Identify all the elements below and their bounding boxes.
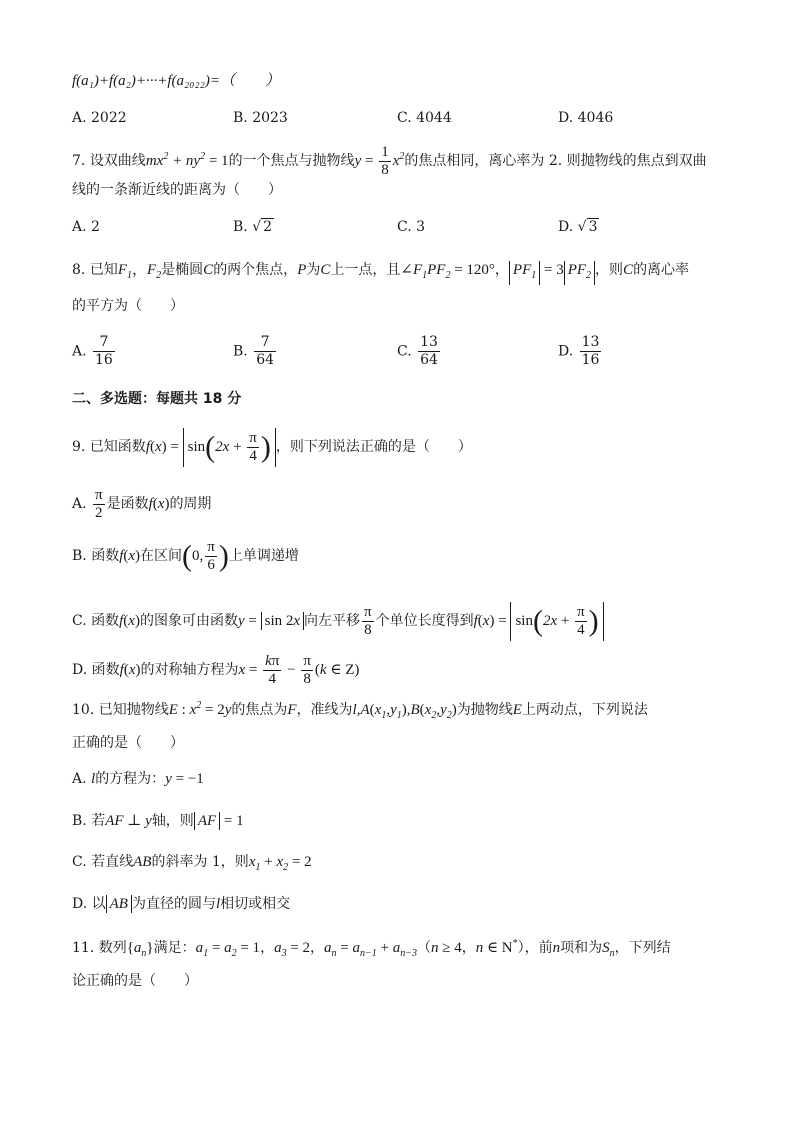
q8-option-c-numerator: 13 bbox=[420, 334, 438, 350]
q7-text: 的焦点相同，离心率为 2. 则抛物线的焦点到双曲 bbox=[404, 152, 707, 169]
q11-text: ，下列结 bbox=[614, 940, 671, 956]
q9-option-d-label: D. 函数 bbox=[72, 661, 120, 678]
q11-text: ），前 bbox=[517, 940, 553, 956]
q8-number: 8. bbox=[72, 262, 86, 278]
q11-text: 项和为 bbox=[560, 940, 603, 956]
q8-option-b bbox=[233, 334, 278, 369]
q10-stem-line1 bbox=[72, 696, 648, 726]
q10-option-a bbox=[72, 769, 204, 789]
q8-text: 上一点，且 bbox=[330, 262, 401, 278]
q10-option-d-label: D. 以 bbox=[72, 896, 106, 912]
q11-a3: $a_3 = 2$ bbox=[274, 940, 311, 959]
q9-text: 的图象可由函数 bbox=[139, 612, 238, 629]
q11-text: ， bbox=[260, 940, 275, 956]
q8-text: 为 bbox=[306, 262, 321, 278]
q8-option-a bbox=[72, 334, 117, 369]
q9-option-c-base: y = sin 2x bbox=[238, 613, 304, 629]
q10-points: $l,A(x_1,y_1),B(x_2,y_2)$ bbox=[352, 702, 457, 721]
q7-text: 设双曲线 bbox=[89, 152, 146, 169]
q8-option-c-denominator: 64 bbox=[420, 352, 438, 368]
q9-option-a bbox=[72, 487, 211, 522]
q10-text: 为抛物线 bbox=[456, 702, 513, 718]
q10-option-a-eq: y = −1 bbox=[165, 771, 204, 787]
q9-option-b-label: B. 函数 bbox=[72, 547, 120, 564]
q10-option-b-eq: AF = 1 bbox=[194, 813, 244, 829]
q9-option-b-interval: (0, $\frac{\pi}{6}$ ) bbox=[182, 539, 229, 573]
q10-text: 已知抛物线 bbox=[98, 702, 169, 718]
q8-text: 的两个焦点， bbox=[213, 262, 298, 278]
q7-option-d-label: D. bbox=[558, 219, 574, 235]
q9-number: 9. bbox=[72, 438, 86, 455]
q10-parabola-e: E bbox=[512, 702, 522, 718]
q8-angle: $\angle F_1PF_2 = 120^\circ$ bbox=[400, 262, 495, 281]
q8-option-d-denominator: 16 bbox=[581, 352, 600, 368]
q11-number: 11. bbox=[72, 940, 95, 956]
q11-n: n bbox=[552, 940, 561, 956]
q7-option-d bbox=[558, 217, 599, 237]
q8-text: ，则 bbox=[595, 262, 624, 278]
q10-option-d-ab: AB bbox=[106, 896, 132, 912]
q6-stem-formula: f(a₁)+f(a₂)+···+f(a₂₀₂₂)=（ ） bbox=[72, 73, 281, 89]
q11-sn: $S_n$ bbox=[602, 940, 615, 959]
q7-option-c: C. 3 bbox=[397, 219, 426, 235]
q8-option-d-label: D. bbox=[558, 343, 574, 360]
q8-option-a-numerator: 7 bbox=[93, 334, 115, 352]
q10-line-ab: AB bbox=[133, 854, 152, 870]
q11-text: 满足： bbox=[153, 940, 196, 956]
q10-option-b-perp: AF ⊥ y bbox=[105, 813, 152, 829]
q10-parabola: E : $x^2 = 2y$ bbox=[168, 700, 232, 718]
q11-text: ， bbox=[461, 940, 476, 956]
q7-hyperbola-formula: $mx^2 + ny^2 = 1$ bbox=[145, 150, 229, 169]
q9-function-def: f(x) = sin(2x + $\frac{\pi}{4}$ ) bbox=[146, 439, 276, 455]
q9-option-c bbox=[72, 602, 604, 641]
q9-option-c-label: C. 函数 bbox=[72, 612, 120, 629]
q7-option-b-sqrt2: √ 2 bbox=[252, 219, 273, 235]
q10-option-b bbox=[72, 811, 244, 831]
q9-text: 个单位长度得到 bbox=[375, 612, 474, 629]
q10-option-c bbox=[72, 852, 312, 878]
q11-text: （ bbox=[416, 940, 431, 956]
q6-option-b: B. 2023 bbox=[233, 110, 288, 126]
q9-text: 的对称轴方程为 bbox=[140, 661, 239, 678]
q10-option-b-label: B. 若 bbox=[72, 813, 106, 829]
q11-text: 数列 bbox=[98, 940, 127, 956]
q8-option-a-fraction bbox=[93, 334, 115, 369]
q11-text: ， bbox=[310, 940, 325, 956]
q8-text: ， bbox=[494, 262, 509, 278]
q8-option-b-label: B. bbox=[233, 343, 248, 360]
q11-recurrence: $a_n = a_{n-1} + a_{n-3}$ bbox=[324, 940, 417, 959]
q10-text: ，准线为 bbox=[296, 702, 353, 718]
q9-text: 是函数 bbox=[106, 495, 149, 512]
q10-option-a-label: A. bbox=[72, 771, 87, 787]
q11-stem-line2: 论正确的是（ ） bbox=[72, 973, 198, 989]
q11-sequence: $\{a_n\}$ bbox=[126, 940, 154, 959]
q10-text: 相切或相交 bbox=[220, 896, 291, 912]
q8-option-d-numerator: 13 bbox=[581, 334, 600, 350]
q8-stem-line2: 的平方为（ ） bbox=[72, 298, 184, 314]
q10-text: 为直径的圆与 bbox=[131, 896, 216, 912]
q8-point-p: P bbox=[297, 262, 307, 278]
q9-fx: f(x) bbox=[148, 495, 170, 512]
q7-text: 的一个焦点与抛物线 bbox=[228, 152, 355, 169]
q9-text: 已知函数 bbox=[89, 438, 146, 455]
q10-line-l: l bbox=[91, 771, 96, 787]
q10-number: 10. bbox=[72, 702, 95, 718]
q8-option-c bbox=[397, 334, 442, 369]
q9-option-c-target: f(x) = sin(2x + $\frac{\pi}{4}$ ) bbox=[474, 613, 604, 629]
q8-option-c-fraction bbox=[418, 334, 440, 369]
q10-option-c-label: C. 若直线 bbox=[72, 854, 134, 870]
q7-stem-line1 bbox=[72, 144, 707, 179]
q8-option-c-label: C. bbox=[397, 343, 412, 360]
q9-fx: f(x) bbox=[119, 661, 141, 678]
q7-stem-line2: 线的一条渐近线的距离为（ ） bbox=[72, 182, 282, 198]
q9-option-a-period: $\frac{\pi}{2}$ bbox=[95, 487, 103, 521]
q10-text: 的焦点为 bbox=[231, 702, 288, 718]
q8-option-d bbox=[558, 334, 603, 369]
q6-option-d: D. 4046 bbox=[558, 110, 614, 126]
q9-text: 在区间 bbox=[140, 547, 183, 564]
q11-n-in-n: n ∈ N* bbox=[475, 938, 518, 956]
q6-option-a: A. 2022 bbox=[72, 110, 127, 126]
q6-option-c: C. 4044 bbox=[397, 110, 452, 126]
q9-text: 的周期 bbox=[169, 495, 212, 512]
q8-text: 的离心率 bbox=[633, 262, 690, 278]
q9-text: ，则下列说法正确的是（ ） bbox=[275, 438, 472, 455]
q9-fx: f(x) bbox=[119, 547, 141, 564]
q10-focus-f: F bbox=[287, 702, 297, 718]
q11-n-ge-4: n ≥ 4 bbox=[430, 940, 462, 956]
q10-option-c-eq: $x_1 + x_2 = 2$ bbox=[248, 854, 312, 873]
q9-stem bbox=[72, 428, 472, 467]
q8-text: 是椭圆 bbox=[161, 262, 204, 278]
q8-stem-line1 bbox=[72, 260, 689, 286]
q9-option-c-shift: $\frac{\pi}{8}$ bbox=[364, 604, 372, 638]
q9-text: 向左平移 bbox=[304, 612, 361, 629]
q10-stem-line2: 正确的是（ ） bbox=[72, 735, 184, 751]
q9-option-a-label: A. bbox=[72, 495, 87, 512]
q11-stem-line1 bbox=[72, 934, 671, 964]
q7-number: 7. bbox=[72, 152, 86, 169]
q8-text: 已知 bbox=[89, 262, 118, 278]
q9-text: 上单调递增 bbox=[228, 547, 299, 564]
q8-option-b-denominator: 64 bbox=[256, 352, 275, 368]
q9-option-d bbox=[72, 653, 359, 688]
q8-ellipse-c3: C bbox=[623, 262, 634, 278]
q7-option-b-label: B. bbox=[233, 219, 248, 235]
q10-line-l2: l bbox=[215, 896, 221, 912]
q8-option-b-numerator: 7 bbox=[254, 334, 276, 352]
q7-option-b bbox=[233, 217, 274, 237]
q10-text: 的方程为： bbox=[95, 771, 166, 787]
q11-initial: $a_1 = a_2 = 1$ bbox=[195, 940, 261, 959]
q8-ratio: $PF_1 = 3$ $PF_2$ bbox=[509, 262, 595, 278]
q10-text: 的斜率为 1，则 bbox=[151, 854, 249, 870]
q10-text: 上两动点，下列说法 bbox=[521, 702, 648, 718]
q8-ellipse-c: C bbox=[203, 262, 214, 278]
q8-option-a-denominator: 16 bbox=[95, 352, 113, 368]
q9-fx: f(x) bbox=[119, 612, 140, 629]
q9-option-b bbox=[72, 539, 299, 574]
q6-stem bbox=[72, 71, 280, 91]
q7-parabola-formula: y = $\frac{1}{8}$ $x^2$ bbox=[354, 144, 405, 178]
section-heading: 二、多选题：每题共 18 分 bbox=[72, 391, 242, 407]
q9-option-d-axis: x = $\frac{k\pi}{4}$ − $\frac{\pi}{8}$ (k ∈ Z) bbox=[238, 653, 360, 687]
q8-foci: $F_1$，$F_2$ bbox=[117, 262, 162, 281]
q8-ellipse-c2: C bbox=[320, 262, 331, 278]
q7-option-d-sqrt3: √ 3 bbox=[577, 219, 598, 235]
q10-text: 轴，则 bbox=[151, 813, 194, 829]
q8-option-d-fraction bbox=[580, 334, 602, 369]
q10-option-d bbox=[72, 894, 290, 914]
q7-option-a: A. 2 bbox=[72, 219, 100, 235]
q8-option-b-fraction bbox=[254, 334, 276, 369]
q8-option-a-label: A. bbox=[72, 343, 87, 360]
